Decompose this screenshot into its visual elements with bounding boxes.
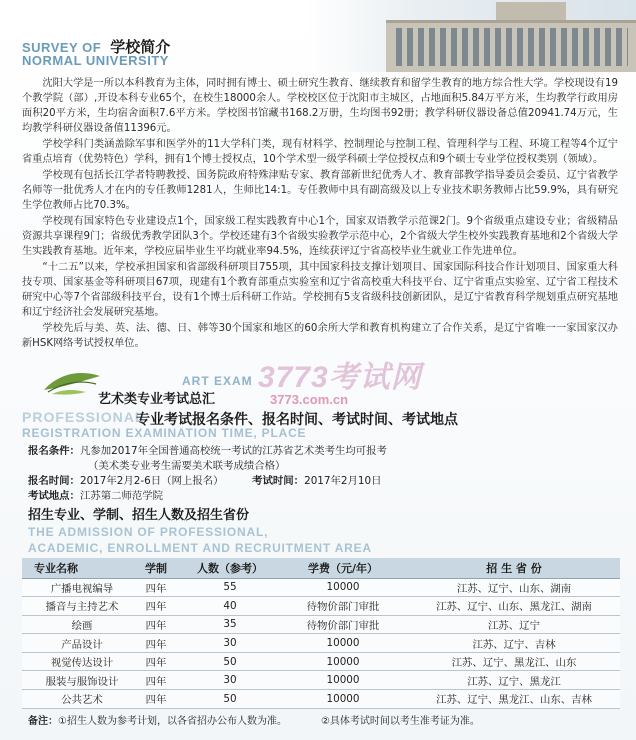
cell-duration: 四年 <box>130 615 182 634</box>
watermark-url: 3773.com.cn <box>270 392 349 407</box>
note-item-2: ②具体考试时间以考生准考证为准。 <box>320 716 480 727</box>
registration-condition-note: （美术类专业考生需要美术联考成绩合格） <box>88 460 286 472</box>
intro-paragraph: 学校现有国家特色专业建设点1个，国家级工程实践教育中心1个，国家双语教学示范课2门。9个省级重点建设专业；省级精品资源共享课程9门；省级优秀教学团队3个。学校还建有3个省级实验教学示范中心，2个省级大学生校外实践教育基地和2个省级大学生实践教育基地。近年来，学校应届毕业生平均就业率94.5%，连续获评辽宁省高校毕业生就业工作先进单位。 <box>22 216 618 257</box>
registration-time-value: 2017年2月2-6日（网上报名） <box>79 475 224 487</box>
table-row <box>22 597 620 616</box>
enrollment-en-line1: THE ADMISSION OF PROFESSIONAL, <box>28 525 269 539</box>
cell-major: 广播电视编导 <box>22 578 130 597</box>
cell-tuition: 10000 <box>278 671 408 690</box>
registration-condition <box>28 444 387 459</box>
cell-duration: 四年 <box>130 634 182 653</box>
cell-provinces: 江苏、辽宁、黑龙江、山东、吉林 <box>408 690 620 709</box>
campus-building-image <box>306 0 636 72</box>
cell-duration: 四年 <box>130 597 182 616</box>
cell-provinces: 江苏、辽宁、黑龙江、山东 <box>408 652 620 671</box>
col-header-duration: 学制 <box>130 558 182 578</box>
enrollment-header <box>28 504 372 555</box>
intro-paragraph: 学校学科门类涵盖除军事和医学外的11大学科门类，现有材料学、控制理论与控制工程、管理科学与工程、环境工程等4个辽宁省重点培育（优势特色）学科，拥有1个博士授权点，10个学术型一级学科硕士学位授权点和9个硕士专业学位授权类别（领域）。 <box>22 139 618 165</box>
enrollment-table <box>22 558 620 709</box>
cell-tuition: 10000 <box>278 690 408 709</box>
col-header-quota: 人数（参考） <box>182 558 278 578</box>
cell-major: 视觉传达设计 <box>22 652 130 671</box>
header-en-line2: NORMAL UNIVERSITY <box>22 53 169 68</box>
cell-duration: 四年 <box>130 578 182 597</box>
cell-tuition: 待物价部门审批 <box>278 597 408 616</box>
time-row <box>28 474 387 489</box>
cell-quota: 35 <box>182 615 278 634</box>
intro-paragraph: 学校现有包括长江学者特聘教授、国务院政府特殊津贴专家、教育部新世纪优秀人才、教育部教学指导委员会委员、辽宁省教学名师等一批优秀人才在内的专任教师1281人，生师比14:1。专任教师中具有副高级及以上专业技术职务教师占比59.9%，具有研究生学位教师占比70.3%。 <box>22 170 618 211</box>
table-header-row <box>22 558 620 578</box>
art-exam-en: ART EXAM <box>182 374 253 388</box>
col-header-major: 专业名称 <box>22 558 130 578</box>
exam-time-label: 考试时间： <box>252 475 305 487</box>
professional-cn-title: 专业考试报名条件、报名时间、考试时间、考试地点 <box>136 412 458 428</box>
intro-paragraph: “十二五”以来，学校承担国家和省部级科研项目755项，其中国家科技支撑计划项目、国家国际科技合作计划项目、国家重大科技专项、国家基金等科研项目67项，现建有1个教育部重点实验室和辽宁省高校重大科技平台、辽宁省重点实验室、辽宁省工程技术研究中心等7个省部级科技平台，设有1个博士后科研工作站。学校拥有5支省级科技创新团队，是辽宁省教育科学规划重点研究基地和辽宁经济社会发展研究基地。 <box>22 262 618 318</box>
school-intro-header <box>22 36 171 68</box>
cell-tuition: 待物价部门审批 <box>278 615 408 634</box>
cell-major: 服装与服饰设计 <box>22 671 130 690</box>
cell-duration: 四年 <box>130 690 182 709</box>
cell-quota: 50 <box>182 690 278 709</box>
exam-place <box>28 489 387 504</box>
enrollment-cn-title: 招生专业、学制、招生人数及招生省份 <box>28 508 250 523</box>
registration-time-label: 报名时间： <box>28 475 80 487</box>
table-row <box>22 671 620 690</box>
cell-tuition: 10000 <box>278 578 408 597</box>
table-row <box>22 690 620 709</box>
cell-provinces: 江苏、辽宁、山东、湖南 <box>408 578 620 597</box>
enrollment-en-line2: ACADEMIC, ENROLLMENT AND RECRUITMENT AREA <box>28 541 372 555</box>
cell-duration: 四年 <box>130 652 182 671</box>
intro-paragraph: 沈阳大学是一所以本科教育为主体，同时拥有博士、硕士研究生教育、继续教育和留学生教育的地方综合性大学。学校现设有19个教学院（部）,开设本科专业65个，在校生18000余人。学校校区位于沈阳市主城区，占地面积5.84万平方米，生均教学行政用房面积20平方米，生均宿舍面积7.6平方米。学校图书馆藏书168.2万册，生均图书92册；教学科研仪器设备总值20941.74万元，生均教学科研仪器设备值11396元。 <box>22 78 618 134</box>
leaf-decoration-icon <box>42 368 102 396</box>
note-item-1: ①招生人数为参考计划，以各省招办公布人数为准。 <box>58 716 287 727</box>
school-intro-text <box>22 76 618 352</box>
exam-place-value: 江苏第二师范学院 <box>79 490 164 502</box>
professional-en-line1: PROFESSIONAL <box>22 409 145 425</box>
cell-quota: 40 <box>182 597 278 616</box>
cell-tuition: 10000 <box>278 652 408 671</box>
table-row <box>22 634 620 653</box>
header-en-line1: SURVEY OF <box>22 40 102 55</box>
note-label: 备注： <box>28 716 58 727</box>
cell-major: 绘画 <box>22 615 130 634</box>
professional-exam-header <box>22 409 458 440</box>
professional-en-line2: REGISTRATION EXAMINATION TIME, PLACE <box>22 426 307 440</box>
header-cn-title: 学校简介 <box>110 38 171 56</box>
cell-major: 产品设计 <box>22 634 130 653</box>
cell-major: 播音与主持艺术 <box>22 597 130 616</box>
table-row <box>22 578 620 597</box>
cell-quota: 30 <box>182 634 278 653</box>
intro-paragraph: 学校先后与美、英、法、德、日、韩等30个国家和地区的60余所大学和教育机构建立了合作关系，是辽宁省唯一一家国家汉办新HSK网络考试授权单位。 <box>22 323 618 349</box>
table-row <box>22 615 620 634</box>
watermark <box>258 352 422 407</box>
registration-condition-label: 报名条件： <box>28 445 80 457</box>
art-exam-cn: 艺术类专业考试总汇 <box>98 392 216 407</box>
cell-provinces: 江苏、辽宁、山东、黑龙江、湖南 <box>408 597 620 616</box>
table-row <box>22 652 620 671</box>
cell-quota: 30 <box>182 671 278 690</box>
watermark-logo-text: 3773考试网 <box>258 361 422 394</box>
registration-condition-text: 凡参加2017年全国普通高校统一考试的江苏省艺术类考生均可报考 <box>79 445 387 457</box>
cell-duration: 四年 <box>130 671 182 690</box>
cell-quota: 55 <box>182 578 278 597</box>
cell-provinces: 江苏、辽宁、吉林 <box>408 634 620 653</box>
cell-provinces: 江苏、辽宁 <box>408 615 620 634</box>
cell-provinces: 江苏、辽宁、黑龙江 <box>408 671 620 690</box>
table-note <box>28 712 480 727</box>
cell-quota: 50 <box>182 652 278 671</box>
cell-tuition: 10000 <box>278 634 408 653</box>
col-header-tuition: 学费（元/年） <box>278 558 408 578</box>
col-header-provinces: 招 生 省 份 <box>408 558 620 578</box>
exam-time-value: 2017年2月10日 <box>304 475 382 487</box>
cell-major: 公共艺术 <box>22 690 130 709</box>
exam-info <box>28 444 387 504</box>
exam-place-label: 考试地点： <box>28 490 80 502</box>
